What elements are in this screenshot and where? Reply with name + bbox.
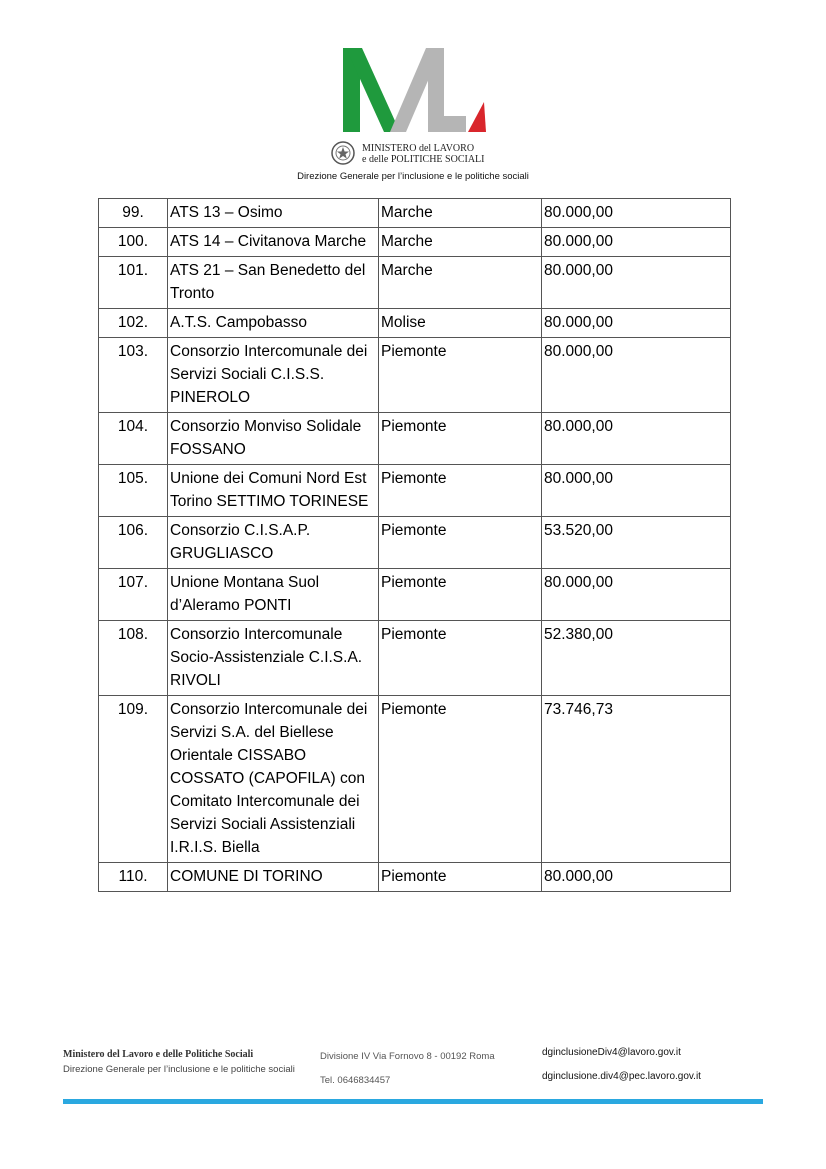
table-row <box>99 309 731 338</box>
ml-logo-icon <box>338 44 490 136</box>
row-ente: ATS 14 – Civitanova Marche <box>168 228 379 257</box>
row-regione: Molise <box>379 309 542 338</box>
row-importo: 73.746,73 <box>542 696 731 863</box>
row-ente: Unione dei Comuni Nord Est Torino SETTIMO TORINESE <box>168 465 379 517</box>
footer-ministry-name: Ministero del Lavoro e delle Politiche Sociali <box>63 1049 254 1060</box>
footer-tel: Tel. 0646834457 <box>320 1075 391 1086</box>
footer-pec-link[interactable]: dginclusione.div4@pec.lavoro.gov.it <box>542 1071 701 1082</box>
row-importo: 80.000,00 <box>542 309 731 338</box>
table-row <box>99 621 731 696</box>
row-importo: 80.000,00 <box>542 338 731 413</box>
row-regione: Marche <box>379 257 542 309</box>
row-number: 103. <box>99 338 168 413</box>
row-importo: 80.000,00 <box>542 863 731 892</box>
row-ente: Consorzio Intercomunale dei Servizi S.A. del Biellese Orientale CISSABO COSSATO (CAPOFILA) con Comitato Intercomunale dei Servizi Sociali Assistenziali I.R.I.S. Biella <box>168 696 379 863</box>
table-row <box>99 199 731 228</box>
row-number: 106. <box>99 517 168 569</box>
table-row <box>99 517 731 569</box>
row-number: 101. <box>99 257 168 309</box>
table-row <box>99 863 731 892</box>
table-row <box>99 569 731 621</box>
table-row <box>99 257 731 309</box>
direzione-subtitle: Direzione Generale per l’inclusione e le politiche sociali <box>297 171 529 182</box>
row-regione: Piemonte <box>379 621 542 696</box>
row-ente: Unione Montana Suol d’Aleramo PONTI <box>168 569 379 621</box>
row-regione: Marche <box>379 199 542 228</box>
footer-direzione: Direzione Generale per l’inclusione e le politiche sociali <box>63 1064 295 1075</box>
row-ente: A.T.S. Campobasso <box>168 309 379 338</box>
row-ente: Consorzio Monviso Solidale FOSSANO <box>168 413 379 465</box>
row-ente: COMUNE DI TORINO <box>168 863 379 892</box>
row-importo: 80.000,00 <box>542 413 731 465</box>
row-importo: 80.000,00 <box>542 199 731 228</box>
row-importo: 80.000,00 <box>542 228 731 257</box>
row-regione: Piemonte <box>379 413 542 465</box>
row-number: 110. <box>99 863 168 892</box>
row-regione: Piemonte <box>379 338 542 413</box>
row-number: 107. <box>99 569 168 621</box>
footer-contacts <box>320 1045 495 1093</box>
row-importo: 80.000,00 <box>542 465 731 517</box>
row-number: 104. <box>99 413 168 465</box>
row-ente: ATS 13 – Osimo <box>168 199 379 228</box>
row-number: 102. <box>99 309 168 338</box>
row-number: 99. <box>99 199 168 228</box>
ministry-name-line2: e delle POLITICHE SOCIALI <box>362 154 485 165</box>
row-ente: Consorzio C.I.S.A.P. GRUGLIASCO <box>168 517 379 569</box>
row-ente: Consorzio Intercomunale Socio-Assistenziale C.I.S.A. RIVOLI <box>168 621 379 696</box>
ministry-name-line1: MINISTERO del LAVORO <box>362 143 475 154</box>
table-row <box>99 338 731 413</box>
footer-emails <box>542 1041 701 1089</box>
row-ente: Consorzio Intercomunale dei Servizi Sociali C.I.S.S. PINEROLO <box>168 338 379 413</box>
ministry-name <box>362 143 484 165</box>
row-importo: 80.000,00 <box>542 257 731 309</box>
table-row <box>99 465 731 517</box>
table-row <box>99 228 731 257</box>
table-row <box>99 696 731 863</box>
row-ente: ATS 21 – San Benedetto del Tronto <box>168 257 379 309</box>
row-regione: Piemonte <box>379 569 542 621</box>
footer-email-link[interactable]: dginclusioneDiv4@lavoro.gov.it <box>542 1047 681 1058</box>
row-number: 105. <box>99 465 168 517</box>
row-regione: Piemonte <box>379 465 542 517</box>
republic-emblem-icon <box>330 140 356 166</box>
row-regione: Piemonte <box>379 517 542 569</box>
row-regione: Marche <box>379 228 542 257</box>
row-number: 109. <box>99 696 168 863</box>
row-importo: 80.000,00 <box>542 569 731 621</box>
row-regione: Piemonte <box>379 696 542 863</box>
funding-table <box>98 198 731 892</box>
row-regione: Piemonte <box>379 863 542 892</box>
footer-ministry <box>63 1047 295 1077</box>
row-number: 108. <box>99 621 168 696</box>
row-number: 100. <box>99 228 168 257</box>
table-row <box>99 413 731 465</box>
footer-address: Divisione IV Via Fornovo 8 - 00192 Roma <box>320 1051 495 1062</box>
footer-divider <box>63 1099 763 1104</box>
page-header <box>0 0 826 190</box>
row-importo: 53.520,00 <box>542 517 731 569</box>
row-importo: 52.380,00 <box>542 621 731 696</box>
